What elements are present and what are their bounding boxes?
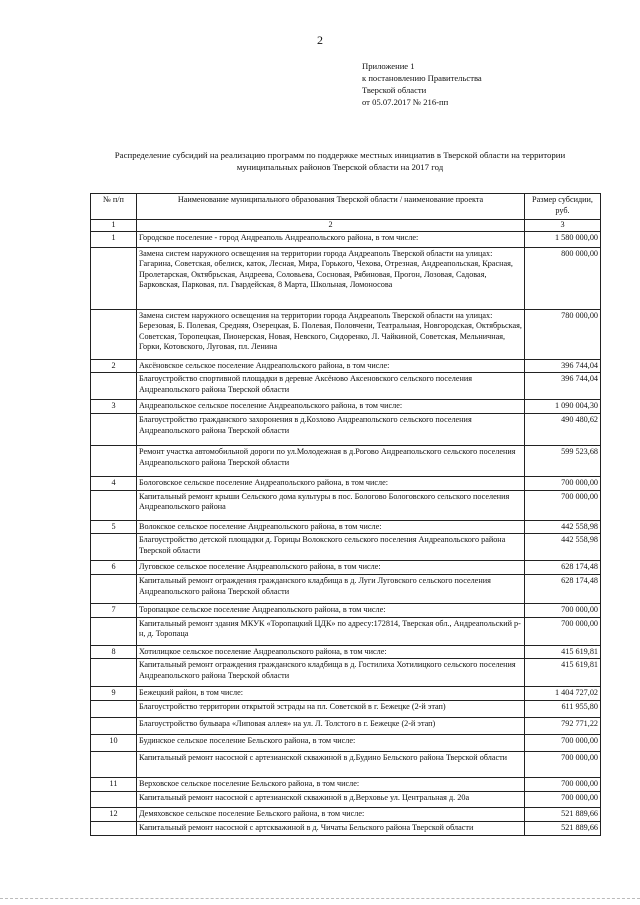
row-number: 1 xyxy=(91,231,137,247)
appendix-line: Приложение 1 xyxy=(362,61,415,71)
row-number: 10 xyxy=(91,735,137,752)
table-row xyxy=(91,561,601,575)
subsidy-amount: 521 889,66 xyxy=(525,822,601,836)
row-number xyxy=(91,792,137,808)
subsidy-amount: 611 955,80 xyxy=(525,701,601,718)
municipality-name: Луговское сельское поселение Андреапольского района, в том числе: xyxy=(137,561,525,575)
table-row xyxy=(91,575,601,604)
row-number: 12 xyxy=(91,808,137,822)
table-row xyxy=(91,247,601,309)
row-number xyxy=(91,822,137,836)
index-cell: 3 xyxy=(525,220,601,232)
row-number: 9 xyxy=(91,687,137,701)
table-row xyxy=(91,659,601,687)
municipality-name: Волокское сельское поселение Андреапольского района, в том числе: xyxy=(137,520,525,534)
project-name: Капитальный ремонт насосной с артезианской скважиной в д.Будино Бельского района Тверской области xyxy=(137,752,525,778)
municipality-name: Верховское сельское поселение Бельского района, в том числе: xyxy=(137,778,525,792)
project-name: Капитальный ремонт ограждения гражданского кладбища в д. Луги Луговского сельского поселения Андреапольского района Тверской области xyxy=(137,575,525,604)
row-number xyxy=(91,659,137,687)
subsidy-amount: 628 174,48 xyxy=(525,575,601,604)
project-name: Капитальный ремонт крыши Сельского дома культуры в пос. Бологово Бологовского сельского поселения Андреапольского района xyxy=(137,490,525,520)
table-row xyxy=(91,373,601,400)
table-row xyxy=(91,477,601,491)
subsidy-amount: 700 000,00 xyxy=(525,490,601,520)
municipality-name: Демяховское сельское поселение Бельского района, в том числе: xyxy=(137,808,525,822)
table-row xyxy=(91,400,601,414)
subsidy-amount: 521 889,66 xyxy=(525,808,601,822)
header-name: Наименование муниципального образования Тверской области / наименование проекта xyxy=(137,194,525,220)
row-number xyxy=(91,414,137,446)
table-row xyxy=(91,604,601,618)
subsidy-amount: 700 000,00 xyxy=(525,477,601,491)
row-number xyxy=(91,575,137,604)
table-header-row xyxy=(91,194,601,220)
project-name: Капитальный ремонт насосной с артскважиной в д. Чичаты Бельского района Тверской области xyxy=(137,822,525,836)
project-name: Капитальный ремонт ограждения гражданского кладбища в д. Гостилиха Хотилицкого сельского поселения Андреапольского района Тверской области xyxy=(137,659,525,687)
table-row xyxy=(91,752,601,778)
row-number xyxy=(91,247,137,309)
subsidy-amount: 700 000,00 xyxy=(525,752,601,778)
municipality-name: Аксёновское сельское поселение Андреапольского района, в том числе: xyxy=(137,359,525,373)
project-name: Благоустройство бульвара «Липовая аллея» на ул. Л. Толстого в г. Бежецке (2-й этап) xyxy=(137,718,525,735)
table-row xyxy=(91,645,601,659)
appendix-line: к постановлению Правительства xyxy=(362,73,482,83)
subsidies-table xyxy=(90,193,601,836)
row-number xyxy=(91,617,137,645)
municipality-name: Бежецкий район, в том числе: xyxy=(137,687,525,701)
subsidy-amount: 792 771,22 xyxy=(525,718,601,735)
municipality-name: Торопацкое сельское поселение Андреапольского района, в том числе: xyxy=(137,604,525,618)
table-row xyxy=(91,687,601,701)
table-row xyxy=(91,231,601,247)
subsidy-amount: 442 558,98 xyxy=(525,520,601,534)
table-row xyxy=(91,735,601,752)
municipality-name: Бологовское сельское поселение Андреапольского района, в том числе: xyxy=(137,477,525,491)
row-number xyxy=(91,490,137,520)
table-row xyxy=(91,520,601,534)
table-row xyxy=(91,534,601,561)
subsidy-amount: 599 523,68 xyxy=(525,446,601,477)
page-number: 2 xyxy=(317,33,323,47)
table-row xyxy=(91,490,601,520)
row-number: 7 xyxy=(91,604,137,618)
appendix-line: от 05.07.2017 № 216-пп xyxy=(362,97,449,107)
row-number xyxy=(91,701,137,718)
table-row xyxy=(91,822,601,836)
subsidy-amount: 396 744,04 xyxy=(525,373,601,400)
municipality-name: Хотилицкое сельское поселение Андреапольского района, в том числе: xyxy=(137,645,525,659)
header-amount: Размер субсидии, руб. xyxy=(525,194,601,220)
subsidy-amount: 700 000,00 xyxy=(525,735,601,752)
appendix-line: Тверской области xyxy=(362,85,427,95)
row-number xyxy=(91,718,137,735)
row-number: 11 xyxy=(91,778,137,792)
row-number xyxy=(91,534,137,561)
project-name: Благоустройство детской площадки д. Горицы Волокского сельского поселения Андреапольского района Тверской области xyxy=(137,534,525,561)
project-name: Благоустройство гражданского захоронения в д.Козлово Андреапольского сельского поселения Андреапольского района Тверской области xyxy=(137,414,525,446)
row-number xyxy=(91,309,137,359)
row-number xyxy=(91,752,137,778)
subsidy-amount: 628 174,48 xyxy=(525,561,601,575)
table-row xyxy=(91,792,601,808)
table-row xyxy=(91,701,601,718)
subsidy-amount: 800 000,00 xyxy=(525,247,601,309)
table-row xyxy=(91,414,601,446)
row-number: 3 xyxy=(91,400,137,414)
table-row xyxy=(91,446,601,477)
subsidy-amount: 396 744,04 xyxy=(525,359,601,373)
subsidy-amount: 780 000,00 xyxy=(525,309,601,359)
subsidy-amount: 700 000,00 xyxy=(525,778,601,792)
project-name: Замена систем наружного освещения на территории города Андреаполь Тверской области на улицах: Березовая, Б. Полевая, Средняя, Озерецкая, Б. Полевая, Половчени, Театральная, Новгородская, Октябрьская, Советская, Торопецкая, Пионерская, Новая, Невского, Сидоренко, Л. Чайкиной, Советская, Мельничная, Горки, Котовского, Луговая, пл. Ленина xyxy=(137,309,525,359)
subsidy-amount: 442 558,98 xyxy=(525,534,601,561)
table-row xyxy=(91,309,601,359)
row-number xyxy=(91,373,137,400)
subsidy-amount: 1 404 727,02 xyxy=(525,687,601,701)
row-number: 5 xyxy=(91,520,137,534)
project-name: Благоустройство территории открытой эстрады на пл. Советской в г. Бежецке (2-й этап) xyxy=(137,701,525,718)
subsidy-amount: 1 580 000,00 xyxy=(525,231,601,247)
appendix-note xyxy=(362,60,482,108)
table-row xyxy=(91,359,601,373)
subsidy-amount: 415 619,81 xyxy=(525,659,601,687)
table-index-row xyxy=(91,220,601,232)
project-name: Капитальный ремонт насосной с артезианской скважиной в д.Верховье ул. Центральная д. 20а xyxy=(137,792,525,808)
row-number: 4 xyxy=(91,477,137,491)
table-row xyxy=(91,617,601,645)
municipality-name: Будинское сельское поселение Бельского района, в том числе: xyxy=(137,735,525,752)
table-row xyxy=(91,718,601,735)
subsidy-amount: 490 480,62 xyxy=(525,414,601,446)
project-name: Замена систем наружного освещения на территории города Андреаполь Тверской области на улицах: Гагарина, Советская, обелиск, каток, Лесная, Мира, Горького, Чехова, Отрезная, Андреапольская, Красная, Пролетарская, Октябрьская, Андреева, Соловьева, Сосновая, Рябиновая, Прогон, Лозовая, Садовая, Барковская, Парковая, пл. Гвардейская, 8 Марта, Школьная, Ломоносова xyxy=(137,247,525,309)
project-name: Капитальный ремонт здания МКУК «Торопацкий ЦДК» по адресу:172814, Тверская обл., Андреапольский р-н, д. Торопаца xyxy=(137,617,525,645)
subsidy-amount: 1 090 004,30 xyxy=(525,400,601,414)
subsidy-amount: 700 000,00 xyxy=(525,604,601,618)
municipality-name: Андреапольское сельское поселение Андреапольского района, в том числе: xyxy=(137,400,525,414)
table-row xyxy=(91,778,601,792)
document-title: Распределение субсидий на реализацию программ по поддержке местных инициатив в Тверской области на территории муниципальных районов Тверской области на 2017 год xyxy=(114,150,566,172)
header-num: № п/п xyxy=(91,194,137,220)
index-cell: 2 xyxy=(137,220,525,232)
table-row xyxy=(91,808,601,822)
project-name: Ремонт участка автомобильной дороги по ул.Молодежная в д.Рогово Андреапольского сельского поселения Андреапольского района Тверской области xyxy=(137,446,525,477)
page-bottom-artifact xyxy=(0,898,640,900)
subsidy-amount: 415 619,81 xyxy=(525,645,601,659)
subsidy-amount: 700 000,00 xyxy=(525,792,601,808)
row-number: 2 xyxy=(91,359,137,373)
index-cell: 1 xyxy=(91,220,137,232)
municipality-name: Городское поселение - город Андреаполь Андреапольского района, в том числе: xyxy=(137,231,525,247)
row-number: 8 xyxy=(91,645,137,659)
subsidy-amount: 700 000,00 xyxy=(525,617,601,645)
project-name: Благоустройство спортивной площадки в деревне Аксёново Аксеновского сельского поселения Андреапольского района Тверской области xyxy=(137,373,525,400)
row-number: 6 xyxy=(91,561,137,575)
row-number xyxy=(91,446,137,477)
